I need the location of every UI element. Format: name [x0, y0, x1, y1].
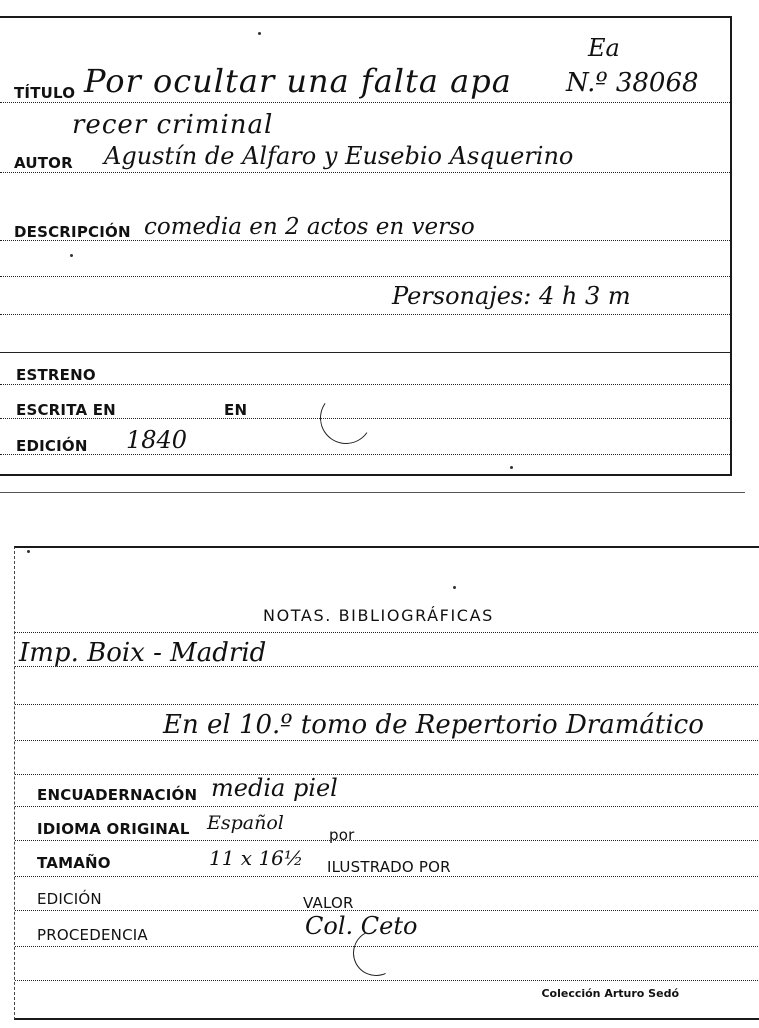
- speck: [258, 32, 261, 35]
- por-label: por: [329, 826, 355, 844]
- estreno-label: ESTRENO: [16, 366, 96, 384]
- rule: [15, 632, 759, 633]
- notes-line-1: Imp. Boix - Madrid: [19, 638, 267, 668]
- edicion-label: EDICIÓN: [16, 437, 88, 455]
- idioma-original-value: Español: [207, 812, 284, 834]
- rule: [0, 102, 730, 103]
- ref-number: N.º 38068: [566, 68, 699, 98]
- escrita-en-label: ESCRITA EN: [16, 401, 116, 419]
- descripcion-value: comedia en 2 actos en verso: [144, 214, 475, 240]
- rule: [0, 384, 730, 385]
- rule: [15, 704, 759, 705]
- ilustrado-por-label: ILUSTRADO POR: [327, 858, 451, 876]
- rule: [0, 276, 730, 277]
- notes-line-2: En el 10.º tomo de Repertorio Dramático: [163, 710, 704, 740]
- rule: [15, 740, 759, 741]
- edicion-label: EDICIÓN: [37, 890, 102, 908]
- rule: [0, 454, 730, 455]
- ref-prefix: Ea: [588, 34, 620, 62]
- titulo-label: TÍTULO: [14, 84, 76, 102]
- personajes-value: Personajes: 4 h 3 m: [392, 282, 631, 310]
- procedencia-value: Col. Ceto: [305, 912, 418, 940]
- catalog-card-front: [0, 16, 732, 476]
- collection-stamp: Colección Arturo Sedó: [541, 987, 679, 1000]
- rule: [0, 172, 730, 173]
- encuadernacion-label: ENCUADERNACIÓN: [37, 786, 198, 804]
- speck: [70, 254, 73, 257]
- punch-hole-mark: [316, 388, 376, 448]
- idioma-original-label: IDIOMA ORIGINAL: [37, 820, 190, 838]
- speck: [510, 466, 513, 469]
- titulo-value: Por ocultar una falta apa: [84, 62, 512, 100]
- titulo-value-continued: recer criminal: [72, 110, 274, 140]
- speck: [27, 550, 30, 553]
- autor-value: Agustín de Alfaro y Eusebio Asquerino: [104, 142, 574, 170]
- encuadernacion-value: media piel: [211, 774, 338, 802]
- rule: [15, 840, 759, 841]
- rule: [15, 774, 759, 775]
- rule: [0, 352, 730, 353]
- descripcion-label: DESCRIPCIÓN: [14, 223, 131, 241]
- edicion-value: 1840: [126, 426, 188, 454]
- card-separator: [0, 492, 745, 493]
- rule: [15, 806, 759, 807]
- rule: [15, 876, 759, 877]
- tamano-label: TAMAÑO: [37, 854, 111, 872]
- tamano-value: 11 x 16½: [209, 846, 304, 870]
- rule: [0, 314, 730, 315]
- catalog-card-back: [14, 546, 759, 1020]
- procedencia-label: PROCEDENCIA: [37, 926, 148, 944]
- speck: [453, 586, 456, 589]
- rule: [15, 910, 759, 911]
- rule: [15, 980, 759, 981]
- en-label: EN: [224, 401, 248, 419]
- valor-label: VALOR: [303, 894, 354, 912]
- notas-heading: NOTAS. BIBLIOGRÁFICAS: [263, 606, 494, 625]
- autor-label: AUTOR: [14, 154, 73, 172]
